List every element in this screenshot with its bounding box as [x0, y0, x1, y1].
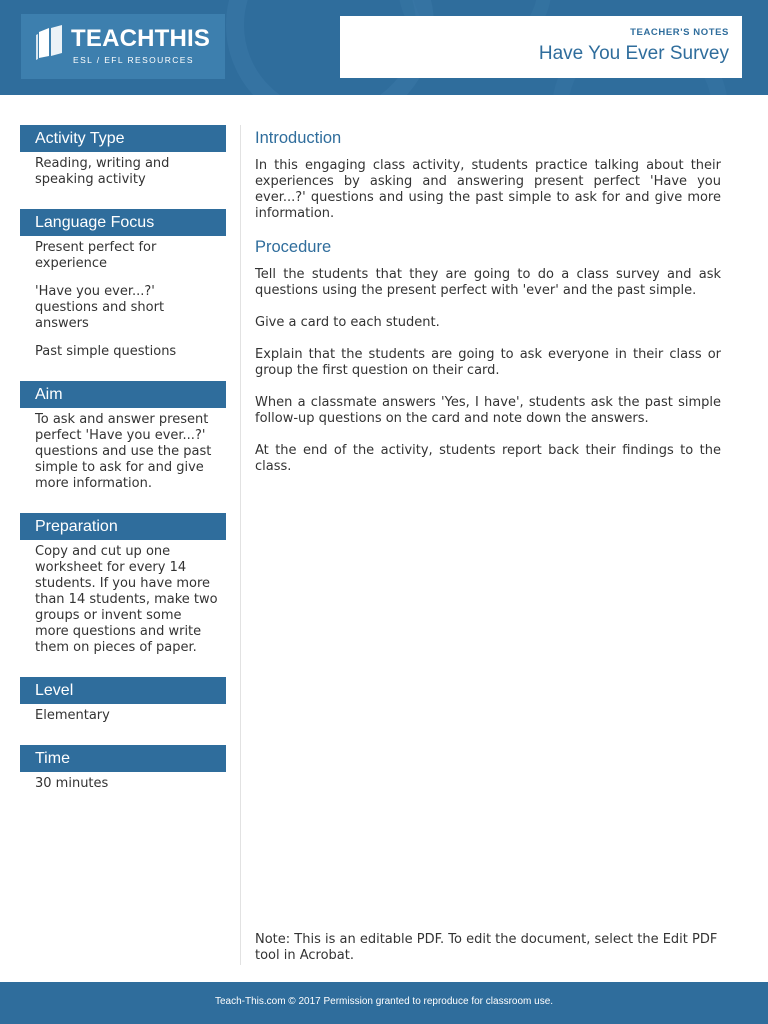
language-focus-item: Past simple questions: [35, 344, 177, 359]
aim-text: To ask and answer present perfect 'Have you ever...?' questions and use the past simple to ask for and give more information.: [35, 412, 212, 491]
document-title-box: [340, 16, 742, 78]
procedure-step: At the end of the activity, students report back their findings to the class.: [255, 443, 721, 474]
brand-tagline: ESL / EFL RESOURCES: [73, 55, 194, 65]
open-book-icon: [35, 24, 67, 60]
procedure-heading: Procedure: [255, 238, 332, 256]
section-language-focus: [20, 209, 226, 360]
section-heading: Aim: [20, 381, 226, 408]
language-focus-item: Present perfect for experience: [35, 240, 157, 271]
section-preparation: [20, 513, 226, 656]
section-heading: Language Focus: [20, 209, 226, 236]
page-title: Have You Ever Survey: [538, 43, 729, 64]
brand-logo[interactable]: [21, 14, 225, 79]
main-content: [255, 125, 721, 491]
page-header: [0, 0, 768, 95]
procedure-step: Explain that the students are going to ask everyone in their class or group the first question on their card.: [255, 347, 721, 378]
page-footer: [0, 982, 768, 1024]
preparation-text: Copy and cut up one worksheet for every 14 students. If you have more than 14 students, make two groups or invent some more questions and write them on pieces of paper.: [35, 544, 218, 655]
introduction-heading: Introduction: [255, 129, 342, 147]
sidebar: [20, 125, 226, 813]
section-heading: Level: [20, 677, 226, 704]
editable-pdf-note: Note: This is an editable PDF. To edit the document, select the Edit PDF tool in Acrobat.: [255, 932, 718, 963]
column-divider: [240, 125, 241, 965]
section-heading: Activity Type: [20, 125, 226, 152]
copyright-text: Teach-This.com © 2017 Permission granted to reproduce for classroom use.: [214, 996, 554, 1007]
section-time: [20, 745, 226, 792]
section-heading: Time: [20, 745, 226, 772]
time-text: 30 minutes: [35, 776, 109, 791]
procedure-step: When a classmate answers 'Yes, I have', students ask the past simple follow-up questions on the card and note down the answers.: [255, 395, 721, 426]
activity-type-text: Reading, writing and speaking activity: [35, 156, 170, 187]
section-activity-type: [20, 125, 226, 188]
procedure-step: Tell the students that they are going to do a class survey and ask questions using the present perfect with 'ever' and the past simple.: [255, 267, 721, 298]
notes-label: TEACHER'S NOTES: [630, 27, 729, 38]
level-text: Elementary: [35, 708, 110, 723]
brand-name: TEACHTHIS: [71, 25, 211, 52]
section-heading: Preparation: [20, 513, 226, 540]
section-level: [20, 677, 226, 724]
introduction-paragraph: In this engaging class activity, students practice talking about their experiences by asking and answering present perfect 'Have you ever...?' questions and using the past simple to ask for and give more information.: [255, 158, 721, 221]
language-focus-item: 'Have you ever...?' questions and short answers: [35, 284, 165, 331]
procedure-step: Give a card to each student.: [255, 315, 440, 330]
section-aim: [20, 381, 226, 492]
